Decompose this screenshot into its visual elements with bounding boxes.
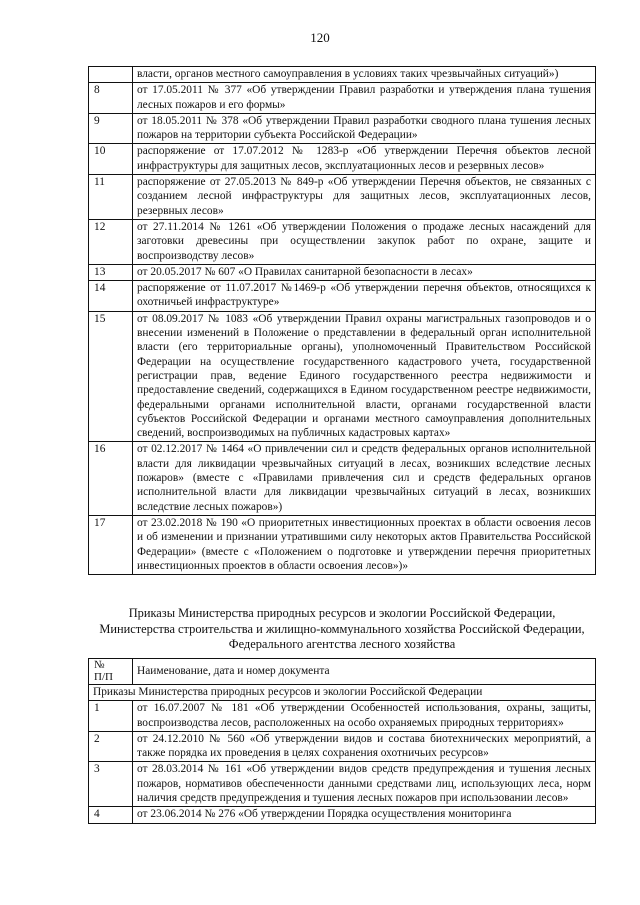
table-row: [89, 807, 596, 823]
header-title-cell: Наименование, дата и номер документа: [133, 659, 596, 685]
table-row: [89, 281, 596, 312]
row-number: 17: [89, 515, 133, 574]
document-title: от 27.11.2014 № 1261 «Об утверждении Положения о продаже лесных насаждений для заготовки древесины при осуществлении закупок работ по охране, защите и воспроизводству лесов»: [133, 219, 596, 264]
row-number: 12: [89, 219, 133, 264]
row-number: 1: [89, 701, 133, 732]
row-number: 15: [89, 311, 133, 442]
row-number: 3: [89, 762, 133, 807]
section-heading: [88, 606, 596, 653]
document-title: распоряжение от 27.05.2013 № 849-р «Об утверждении Перечня объектов, не связанных с созданием лесной инфраструктуры для защитных лесов, эксплуатационных лесов, резервных лесов»: [133, 175, 596, 220]
table-row: [89, 113, 596, 144]
heading-line-1: Приказы Министерства природных ресурсов и экологии Российской Федерации,: [128, 606, 556, 620]
row-number: 13: [89, 264, 133, 280]
section-title-row: [89, 685, 596, 701]
table-row: [89, 219, 596, 264]
section-title-cell: Приказы Министерства природных ресурсов и экологии Российской Федерации: [89, 685, 596, 701]
page-number: 120: [310, 30, 330, 45]
row-number: 8: [89, 83, 133, 114]
government-decrees-table: [88, 66, 596, 575]
header-number-label: №: [94, 659, 105, 671]
table-row: [89, 83, 596, 114]
row-number: [89, 67, 133, 83]
document-title: от 02.12.2017 № 1464 «О привлечении сил и средств федеральных органов исполнительной власти для ликвидации чрезвычайных ситуаций в лесах, возникших вследствие лесных пожаров» (вместе с «Правилами привлечения сил и средств федеральных органов исполнительной власти для ликвидации чрезвычайных ситуаций в лесах, возникших вследствие лесных пожаров»): [133, 442, 596, 515]
header-number-cell: [89, 659, 133, 685]
document-title: от 08.09.2017 № 1083 «Об утверждении Правил охраны магистральных газопроводов и о внесении изменений в Положение о представлении в федеральный орган исполнительной власти (его территориальные органы), уполномоченный Правительством Российской Федерации на осуществление государственного кадастрового учета, государственной регистрации прав, ведение Единого государственного реестра недвижимости и предоставление сведений, содержащихся в Едином государственном реестре недвижимости, федеральными органами исполнительной власти, органами государственной власти субъектов Российской Федерации и органами местного самоуправления дополнительных сведений, воспроизводимых на публичных кадастровых картах»: [133, 311, 596, 442]
table-row: [89, 175, 596, 220]
table-row: [89, 731, 596, 762]
document-title: власти, органов местного самоуправления в условиях таких чрезвычайных ситуаций»): [133, 67, 596, 83]
table-row: [89, 701, 596, 732]
table-row: [89, 762, 596, 807]
table-row: [89, 144, 596, 175]
row-number: 9: [89, 113, 133, 144]
document-title: от 16.07.2007 № 181 «Об утверждении Особенностей использования, охраны, защиты, воспроизводства лесов, расположенных на особо охраняемых природных территориях»: [133, 701, 596, 732]
table-row: [89, 264, 596, 280]
document-title: от 23.02.2018 № 190 «О приоритетных инвестиционных проектах в области освоения лесов и об изменении и признании утратившими силу некоторых актов Правительства Российской Федерации» (вместе с «Положением о подготовке и утверждении перечня приоритетных инвестиционных проектов в области освоения лесов»)»: [133, 515, 596, 574]
document-title: распоряжение от 11.07.2017 №1469-р «Об утверждении перечня объектов, относящихся к охотничьей инфраструктуре»: [133, 281, 596, 312]
document-title: распоряжение от 17.07.2012 № 1283-р «Об утверждении Перечня объектов лесной инфраструктуры для защитных лесов, эксплуатационных лесов и резервных лесов»: [133, 144, 596, 175]
document-title: от 17.05.2011 № 377 «Об утверждении Правил разработки и утверждения плана тушения лесных пожаров и его формы»: [133, 83, 596, 114]
ministry-orders-table: [88, 658, 596, 824]
table-row: [89, 311, 596, 442]
table-row: [89, 442, 596, 515]
table-row: [89, 515, 596, 574]
row-number: 10: [89, 144, 133, 175]
document-title: от 28.03.2014 № 161 «Об утверждении видов средств предупреждения и тушения лесных пожаров, нормативов обеспеченности данными средствами лиц, использующих леса, норм наличия средств предупреждения и тушения лесных пожаров при использовании лесов»: [133, 762, 596, 807]
heading-line-2: Министерства строительства и жилищно-коммунального хозяйства Российской Федерации,: [99, 621, 585, 636]
heading-line-3: Федерального агентства лесного хозяйства: [228, 637, 456, 652]
document-title: от 20.05.2017 № 607 «О Правилах санитарной безопасности в лесах»: [133, 264, 596, 280]
row-number: 11: [89, 175, 133, 220]
row-number: 4: [89, 807, 133, 823]
table-row: [89, 67, 596, 83]
row-number: 16: [89, 442, 133, 515]
document-title: от 18.05.2011 № 378 «Об утверждении Правил разработки сводного плана тушения лесных пожаров на территории субъекта Российской Федерации»: [133, 113, 596, 144]
table-header-row: [89, 659, 596, 685]
header-number-sublabel: П/П: [94, 671, 113, 683]
document-title: от 24.12.2010 № 560 «Об утверждении видов и состава биотехнических мероприятий, а также порядка их проведения в целях сохранения охотничьих ресурсов»: [133, 731, 596, 762]
document-title: от 23.06.2014 № 276 «Об утверждении Порядка осуществления мониторинга: [133, 807, 596, 823]
row-number: 14: [89, 281, 133, 312]
row-number: 2: [89, 731, 133, 762]
